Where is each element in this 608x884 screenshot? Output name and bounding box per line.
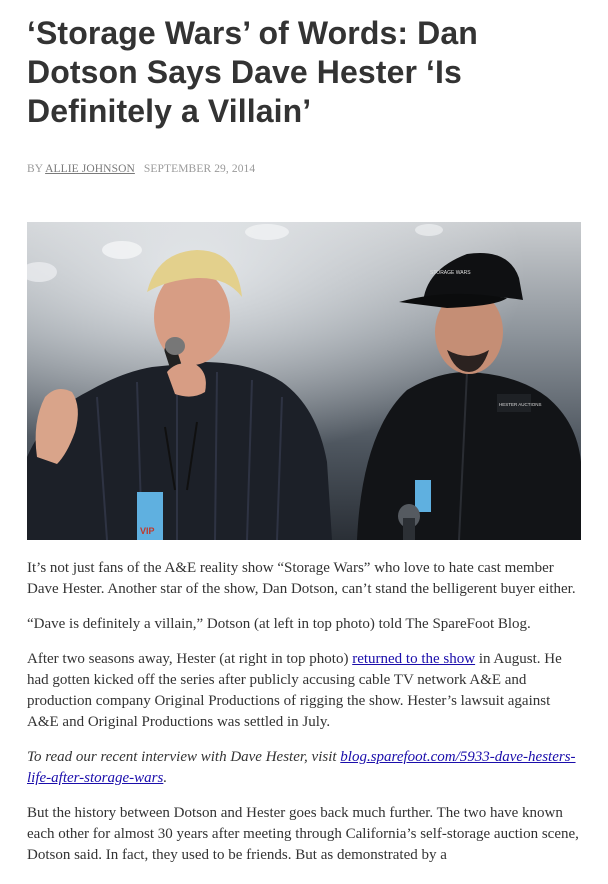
paragraph-return-start: After two seasons away, Hester (at right in top photo) [27, 651, 353, 667]
article-title: ‘Storage Wars’ of Words: Dan Dotson Says Dave Hester ‘Is Definitely a Villain’ [27, 15, 478, 129]
shirt-print-text: HESTER AUCTIONS [499, 402, 542, 407]
vip-badge-text: VIP [140, 526, 155, 536]
author-link[interactable]: ALLIE JOHNSON [45, 163, 135, 175]
paragraph-interview-note [27, 747, 583, 789]
interview-link[interactable]: blog.sparefoot.com/5933-dave-hesters-life-after-storage-wars [27, 749, 576, 786]
header-photo [27, 222, 581, 540]
cap-logo-text: STORAGE WARS [430, 270, 471, 276]
paragraph-return [27, 649, 583, 733]
paragraph-intro: It’s not just fans of the A&E reality show “Storage Wars” who love to hate cast member Dave Hester. Another star of the show, Dan Dotson, can’t stand the belligerent buyer either. [27, 560, 576, 597]
interview-note-end: . [163, 770, 168, 786]
publish-date: SEPTEMBER 29, 2014 [143, 163, 256, 175]
byline-prefix: BY [27, 163, 43, 175]
paragraph-return-end: in August. He had gotten kicked off the series after publicly accusing cable TV network A&E and production company Original Productions of rigging the show. Hester’s lawsuit against A&E and Original Productions was settled in July. [27, 651, 562, 730]
paragraph-quote: “Dave is definitely a villain,” Dotson (at left in top photo) told The SpareFoot Blog. [27, 616, 531, 632]
byline [27, 163, 255, 175]
interview-note-text: To read our recent interview with Dave Hester, visit [27, 749, 341, 765]
returned-to-show-link[interactable]: returned to the show [352, 651, 476, 667]
article-body [27, 558, 583, 880]
paragraph-history: But the history between Dotson and Hester goes back much further. The two have known each other for almost 30 years after meeting through California’s self-storage auction scene, Dotson said. In fact, they used to be friends. But as demonstrated by a [27, 805, 579, 863]
